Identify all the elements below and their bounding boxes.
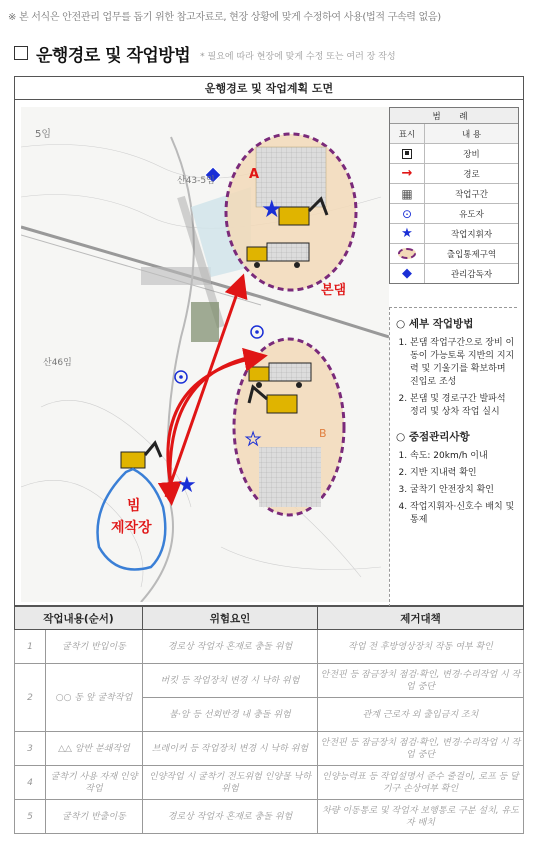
table-row	[15, 800, 524, 834]
bullet-icon: ○	[396, 318, 409, 330]
work-zone-grid-icon: ▦	[401, 186, 413, 201]
row-number: 1	[15, 630, 46, 664]
focus-title: 중점관리사항	[408, 431, 470, 443]
legend-table	[389, 107, 519, 284]
equipment-square-icon	[402, 149, 412, 159]
table-row	[15, 766, 524, 800]
commander-star-icon: ★	[401, 226, 413, 241]
row-number: 4	[15, 766, 46, 800]
legend-row	[390, 164, 518, 184]
table-row	[15, 664, 524, 698]
beam-yard-label-2: 제작장	[111, 520, 152, 536]
zone-b-label: B	[319, 427, 327, 440]
method-panel	[389, 307, 517, 607]
row-risk: 버킷 등 작업장치 변경 시 낙하 위험	[143, 664, 318, 698]
legend-col-desc: 내 용	[461, 129, 482, 140]
checkbox-icon[interactable]	[14, 46, 28, 60]
row-work: 굴착기 사용 자재 인양작업	[46, 766, 143, 800]
table-row	[15, 732, 524, 766]
legend-row	[390, 184, 518, 204]
focus-item: 1. 속도: 20km/h 이내	[410, 450, 517, 463]
row-number: 3	[15, 732, 46, 766]
site-map	[21, 107, 389, 602]
row-measure: 인양능력표 등 작업설명서 준수 줄걸이, 로프 등 달기구 손상여부 확인	[318, 766, 524, 800]
row-risk: 경로상 작업자 혼재로 충돌 위험	[143, 800, 318, 834]
row-measure: 작업 전 후방영상장치 작동 여부 확인	[318, 630, 524, 664]
legend-title: 범 례	[390, 108, 518, 124]
section-title: 운행경로 및 작업방법	[36, 45, 191, 66]
legend-row	[390, 244, 518, 264]
section-header	[14, 42, 396, 64]
row-risk: 경로상 작업자 혼재로 충돌 위험	[143, 630, 318, 664]
row-work: 굴착기 반입이동	[46, 630, 143, 664]
lot-label-1: 5임	[35, 129, 52, 140]
method-title: 세부 작업방법	[408, 318, 474, 330]
commander-star-icon: ★	[245, 429, 262, 450]
table-row	[15, 630, 524, 664]
work-zone-grid-b	[259, 447, 321, 507]
legend-col-mark: 표시	[390, 124, 425, 143]
header-measure: 제거대책	[318, 607, 524, 630]
legend-label: 유도자	[459, 209, 484, 220]
method-item: 1. 본댐 작업구간으로 장비 이동이 가능토록 지반의 지지력 및 기울기를 확보하며 진입로 조성	[410, 337, 517, 389]
lot-label-2: 산43-5임	[177, 176, 215, 186]
lot-label-3: 산46임	[43, 358, 72, 368]
dam-label: 본댐	[321, 283, 347, 298]
row-work: ○○ 동 앞 굴착작업	[46, 664, 143, 732]
legend-row	[390, 224, 518, 244]
legend-label: 작업지휘자	[450, 229, 493, 240]
notice-text: ※ 본 서식은 안전관리 업무를 돕기 위한 참고자료로, 현장 상황에 맞게 수정하여 사용(법적 구속력 없음)	[8, 12, 441, 23]
row-work: 굴착기 반출이동	[46, 800, 143, 834]
method-item: 2. 본댐 및 경로구간 발파석 정리 및 상차 작업 실시	[410, 393, 517, 419]
plan-title: 운행경로 및 작업계획 도면	[15, 77, 523, 100]
row-risk: 브레이커 등 작업장치 변경 시 낙하 위험	[143, 732, 318, 766]
legend-row	[390, 264, 518, 283]
row-measure: 안전핀 등 잠금장치 점검·확인, 변경·수리작업 시 작업 중단	[318, 732, 524, 766]
row-measure: 차량 이동통로 및 작업자 보행통로 구분 설치, 유도자 배치	[318, 800, 524, 834]
row-measure: 관계 근로자 외 출입금지 조치	[318, 698, 524, 732]
row-risk: 인양작업 시 굴착기 전도위험 인양물 낙하위험	[143, 766, 318, 800]
legend-label: 출입통제구역	[446, 249, 497, 260]
row-work: △△ 암반 분쇄작업	[46, 732, 143, 766]
focus-item: 4. 작업지휘자·신호수 배치 및 통제	[410, 501, 517, 527]
guide-circle-icon: ⊙	[401, 206, 413, 221]
focus-item: 2. 지반 지내력 확인	[410, 467, 517, 480]
beam-yard-label-1: 빔	[127, 498, 141, 514]
legend-label: 장비	[463, 149, 480, 160]
legend-row	[390, 144, 518, 164]
zone-a-label: A	[249, 167, 260, 182]
focus-item: 3. 굴착기 안전장치 확인	[410, 484, 517, 497]
risk-table	[14, 606, 524, 834]
row-measure: 안전핀 등 잠금장치 점검·확인, 변경·수리작업 시 작업 중단	[318, 664, 524, 698]
row-number: 2	[15, 664, 46, 732]
row-risk: 붐·암 등 선회반경 내 충돌 위험	[143, 698, 318, 732]
legend-label: 작업구간	[455, 189, 488, 200]
legend-label: 관리감독자	[450, 269, 493, 280]
restricted-zone-icon	[398, 248, 416, 259]
supervisor-diamond-icon: ◆	[402, 266, 412, 281]
commander-star-icon: ★	[177, 473, 197, 498]
legend-label: 경로	[463, 169, 480, 180]
header-risk: 위험요인	[143, 607, 318, 630]
plan-frame	[14, 76, 524, 606]
header-work: 작업내용(순서)	[15, 607, 143, 630]
route-arrow-icon: →	[401, 166, 413, 181]
commander-star-icon: ★	[261, 195, 283, 223]
section-note: * 필요에 따라 현장에 맞게 수정 또는 여러 장 작성	[200, 51, 396, 62]
bullet-icon: ○	[396, 431, 409, 443]
legend-row	[390, 204, 518, 224]
row-number: 5	[15, 800, 46, 834]
